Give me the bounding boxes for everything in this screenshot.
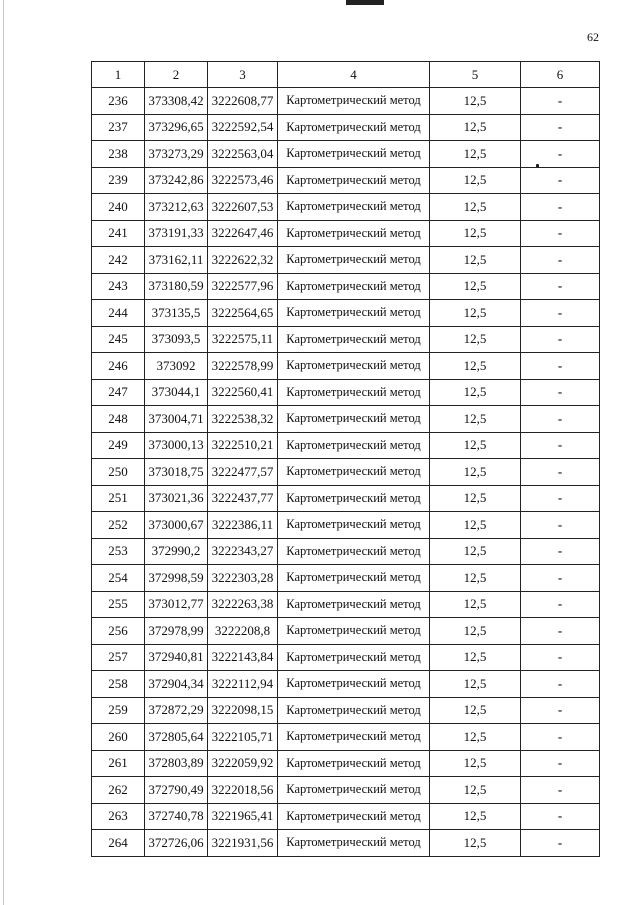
note-cell: - bbox=[521, 644, 600, 671]
y-coordinate-cell: 3222647,46 bbox=[208, 220, 278, 247]
accuracy-cell: 12,5 bbox=[430, 777, 521, 804]
point-number-cell: 261 bbox=[92, 750, 145, 777]
note-cell: - bbox=[521, 803, 600, 830]
x-coordinate-cell: 373000,13 bbox=[145, 432, 208, 459]
note-cell: - bbox=[521, 538, 600, 565]
y-coordinate-cell: 3222386,11 bbox=[208, 512, 278, 539]
y-coordinate-cell: 3222105,71 bbox=[208, 724, 278, 751]
point-number-cell: 246 bbox=[92, 353, 145, 380]
x-coordinate-cell: 373308,42 bbox=[145, 88, 208, 115]
note-cell: - bbox=[521, 432, 600, 459]
y-coordinate-cell: 3222343,27 bbox=[208, 538, 278, 565]
point-number-cell: 264 bbox=[92, 830, 145, 857]
x-coordinate-cell: 372790,49 bbox=[145, 777, 208, 804]
note-cell: - bbox=[521, 830, 600, 857]
table-row bbox=[92, 141, 600, 168]
y-coordinate-cell: 3222577,96 bbox=[208, 273, 278, 300]
x-coordinate-cell: 373180,59 bbox=[145, 273, 208, 300]
point-number-cell: 257 bbox=[92, 644, 145, 671]
y-coordinate-cell: 3222303,28 bbox=[208, 565, 278, 592]
note-cell: - bbox=[521, 353, 600, 380]
y-coordinate-cell: 3222592,54 bbox=[208, 114, 278, 141]
page-number: 62 bbox=[587, 30, 599, 44]
y-coordinate-cell: 3222575,11 bbox=[208, 326, 278, 353]
y-coordinate-cell: 3222622,32 bbox=[208, 247, 278, 274]
method-cell: Картометрический метод bbox=[278, 273, 430, 300]
note-cell: - bbox=[521, 750, 600, 777]
table-row bbox=[92, 459, 600, 486]
table-row bbox=[92, 167, 600, 194]
method-cell: Картометрический метод bbox=[278, 565, 430, 592]
method-cell: Картометрический метод bbox=[278, 194, 430, 221]
y-coordinate-cell: 3222607,53 bbox=[208, 194, 278, 221]
scan-mark-top bbox=[346, 0, 384, 5]
x-coordinate-cell: 372805,64 bbox=[145, 724, 208, 751]
table-row bbox=[92, 406, 600, 433]
x-coordinate-cell: 373021,36 bbox=[145, 485, 208, 512]
x-coordinate-cell: 373162,11 bbox=[145, 247, 208, 274]
table-row bbox=[92, 750, 600, 777]
y-coordinate-cell: 3222208,8 bbox=[208, 618, 278, 645]
x-coordinate-cell: 373044,1 bbox=[145, 379, 208, 406]
point-number-cell: 239 bbox=[92, 167, 145, 194]
x-coordinate-cell: 373296,65 bbox=[145, 114, 208, 141]
y-coordinate-cell: 3221965,41 bbox=[208, 803, 278, 830]
x-coordinate-cell: 373004,71 bbox=[145, 406, 208, 433]
method-cell: Картометрический метод bbox=[278, 803, 430, 830]
table-row bbox=[92, 220, 600, 247]
header-cell: 5 bbox=[430, 62, 521, 88]
accuracy-cell: 12,5 bbox=[430, 220, 521, 247]
note-cell: - bbox=[521, 459, 600, 486]
note-cell: - bbox=[521, 565, 600, 592]
accuracy-cell: 12,5 bbox=[430, 432, 521, 459]
note-cell: - bbox=[521, 326, 600, 353]
table-row bbox=[92, 538, 600, 565]
accuracy-cell: 12,5 bbox=[430, 697, 521, 724]
x-coordinate-cell: 372940,81 bbox=[145, 644, 208, 671]
method-cell: Картометрический метод bbox=[278, 591, 430, 618]
accuracy-cell: 12,5 bbox=[430, 326, 521, 353]
x-coordinate-cell: 373191,33 bbox=[145, 220, 208, 247]
x-coordinate-cell: 373242,86 bbox=[145, 167, 208, 194]
point-number-cell: 258 bbox=[92, 671, 145, 698]
note-cell: - bbox=[521, 724, 600, 751]
point-number-cell: 254 bbox=[92, 565, 145, 592]
x-coordinate-cell: 372803,89 bbox=[145, 750, 208, 777]
accuracy-cell: 12,5 bbox=[430, 459, 521, 486]
note-cell: - bbox=[521, 591, 600, 618]
note-cell: - bbox=[521, 273, 600, 300]
point-number-cell: 247 bbox=[92, 379, 145, 406]
method-cell: Картометрический метод bbox=[278, 247, 430, 274]
point-number-cell: 241 bbox=[92, 220, 145, 247]
method-cell: Картометрический метод bbox=[278, 671, 430, 698]
accuracy-cell: 12,5 bbox=[430, 538, 521, 565]
note-cell: - bbox=[521, 88, 600, 115]
table-row bbox=[92, 114, 600, 141]
x-coordinate-cell: 372978,99 bbox=[145, 618, 208, 645]
y-coordinate-cell: 3222098,15 bbox=[208, 697, 278, 724]
y-coordinate-cell: 3222538,32 bbox=[208, 406, 278, 433]
x-coordinate-cell: 372990,2 bbox=[145, 538, 208, 565]
y-coordinate-cell: 3222510,21 bbox=[208, 432, 278, 459]
note-cell: - bbox=[521, 300, 600, 327]
note-cell: - bbox=[521, 485, 600, 512]
method-cell: Картометрический метод bbox=[278, 326, 430, 353]
accuracy-cell: 12,5 bbox=[430, 353, 521, 380]
note-cell: - bbox=[521, 777, 600, 804]
point-number-cell: 263 bbox=[92, 803, 145, 830]
accuracy-cell: 12,5 bbox=[430, 114, 521, 141]
y-coordinate-cell: 3222018,56 bbox=[208, 777, 278, 804]
x-coordinate-cell: 373093,5 bbox=[145, 326, 208, 353]
point-number-cell: 245 bbox=[92, 326, 145, 353]
accuracy-cell: 12,5 bbox=[430, 379, 521, 406]
x-coordinate-cell: 373012,77 bbox=[145, 591, 208, 618]
accuracy-cell: 12,5 bbox=[430, 830, 521, 857]
accuracy-cell: 12,5 bbox=[430, 194, 521, 221]
y-coordinate-cell: 3222563,04 bbox=[208, 141, 278, 168]
method-cell: Картометрический метод bbox=[278, 141, 430, 168]
table-body bbox=[92, 62, 600, 857]
table-row bbox=[92, 565, 600, 592]
point-number-cell: 260 bbox=[92, 724, 145, 751]
table-row bbox=[92, 353, 600, 380]
point-number-cell: 240 bbox=[92, 194, 145, 221]
accuracy-cell: 12,5 bbox=[430, 724, 521, 751]
x-coordinate-cell: 373000,67 bbox=[145, 512, 208, 539]
table-row bbox=[92, 379, 600, 406]
accuracy-cell: 12,5 bbox=[430, 565, 521, 592]
method-cell: Картометрический метод bbox=[278, 512, 430, 539]
y-coordinate-cell: 3222059,92 bbox=[208, 750, 278, 777]
point-number-cell: 251 bbox=[92, 485, 145, 512]
x-coordinate-cell: 373018,75 bbox=[145, 459, 208, 486]
x-coordinate-cell: 372740,78 bbox=[145, 803, 208, 830]
point-number-cell: 249 bbox=[92, 432, 145, 459]
method-cell: Картометрический метод bbox=[278, 538, 430, 565]
x-coordinate-cell: 372904,34 bbox=[145, 671, 208, 698]
point-number-cell: 243 bbox=[92, 273, 145, 300]
accuracy-cell: 12,5 bbox=[430, 671, 521, 698]
note-cell: - bbox=[521, 379, 600, 406]
point-number-cell: 259 bbox=[92, 697, 145, 724]
method-cell: Картометрический метод bbox=[278, 88, 430, 115]
method-cell: Картометрический метод bbox=[278, 167, 430, 194]
table-header-row bbox=[92, 62, 600, 88]
method-cell: Картометрический метод bbox=[278, 750, 430, 777]
header-cell: 1 bbox=[92, 62, 145, 88]
table-row bbox=[92, 194, 600, 221]
note-cell: - bbox=[521, 618, 600, 645]
note-cell: - bbox=[521, 406, 600, 433]
accuracy-cell: 12,5 bbox=[430, 300, 521, 327]
table-row bbox=[92, 88, 600, 115]
method-cell: Картометрический метод bbox=[278, 618, 430, 645]
y-coordinate-cell: 3222608,77 bbox=[208, 88, 278, 115]
accuracy-cell: 12,5 bbox=[430, 167, 521, 194]
point-number-cell: 236 bbox=[92, 88, 145, 115]
x-coordinate-cell: 372998,59 bbox=[145, 565, 208, 592]
point-number-cell: 242 bbox=[92, 247, 145, 274]
table-row bbox=[92, 644, 600, 671]
note-cell: - bbox=[521, 697, 600, 724]
accuracy-cell: 12,5 bbox=[430, 618, 521, 645]
table-row bbox=[92, 326, 600, 353]
y-coordinate-cell: 3222573,46 bbox=[208, 167, 278, 194]
y-coordinate-cell: 3222560,41 bbox=[208, 379, 278, 406]
table-row bbox=[92, 777, 600, 804]
note-cell: - bbox=[521, 141, 600, 168]
table-row bbox=[92, 671, 600, 698]
y-coordinate-cell: 3222437,77 bbox=[208, 485, 278, 512]
accuracy-cell: 12,5 bbox=[430, 88, 521, 115]
y-coordinate-cell: 3222578,99 bbox=[208, 353, 278, 380]
method-cell: Картометрический метод bbox=[278, 459, 430, 486]
point-number-cell: 262 bbox=[92, 777, 145, 804]
header-cell: 2 bbox=[145, 62, 208, 88]
point-number-cell: 248 bbox=[92, 406, 145, 433]
method-cell: Картометрический метод bbox=[278, 830, 430, 857]
y-coordinate-cell: 3222477,57 bbox=[208, 459, 278, 486]
x-coordinate-cell: 373212,63 bbox=[145, 194, 208, 221]
point-number-cell: 237 bbox=[92, 114, 145, 141]
point-number-cell: 244 bbox=[92, 300, 145, 327]
method-cell: Картометрический метод bbox=[278, 777, 430, 804]
accuracy-cell: 12,5 bbox=[430, 247, 521, 274]
accuracy-cell: 12,5 bbox=[430, 273, 521, 300]
point-number-cell: 250 bbox=[92, 459, 145, 486]
method-cell: Картометрический метод bbox=[278, 406, 430, 433]
x-coordinate-cell: 373135,5 bbox=[145, 300, 208, 327]
table-row bbox=[92, 432, 600, 459]
table-row bbox=[92, 830, 600, 857]
y-coordinate-cell: 3222143,84 bbox=[208, 644, 278, 671]
point-number-cell: 238 bbox=[92, 141, 145, 168]
scan-edge-line bbox=[3, 0, 4, 905]
x-coordinate-cell: 373092 bbox=[145, 353, 208, 380]
header-cell: 6 bbox=[521, 62, 600, 88]
table-row bbox=[92, 803, 600, 830]
table-row bbox=[92, 618, 600, 645]
table-row bbox=[92, 273, 600, 300]
note-cell: - bbox=[521, 247, 600, 274]
point-number-cell: 256 bbox=[92, 618, 145, 645]
note-cell: - bbox=[521, 114, 600, 141]
method-cell: Картометрический метод bbox=[278, 697, 430, 724]
method-cell: Картометрический метод bbox=[278, 220, 430, 247]
header-cell: 4 bbox=[278, 62, 430, 88]
y-coordinate-cell: 3222112,94 bbox=[208, 671, 278, 698]
accuracy-cell: 12,5 bbox=[430, 750, 521, 777]
method-cell: Картометрический метод bbox=[278, 485, 430, 512]
method-cell: Картометрический метод bbox=[278, 644, 430, 671]
point-number-cell: 253 bbox=[92, 538, 145, 565]
table-row bbox=[92, 697, 600, 724]
y-coordinate-cell: 3221931,56 bbox=[208, 830, 278, 857]
table-row bbox=[92, 247, 600, 274]
point-number-cell: 252 bbox=[92, 512, 145, 539]
accuracy-cell: 12,5 bbox=[430, 644, 521, 671]
coordinates-table bbox=[91, 61, 600, 857]
table-row bbox=[92, 591, 600, 618]
method-cell: Картометрический метод bbox=[278, 379, 430, 406]
x-coordinate-cell: 373273,29 bbox=[145, 141, 208, 168]
y-coordinate-cell: 3222263,38 bbox=[208, 591, 278, 618]
note-cell: - bbox=[521, 671, 600, 698]
table-row bbox=[92, 300, 600, 327]
header-cell: 3 bbox=[208, 62, 278, 88]
table-row bbox=[92, 724, 600, 751]
method-cell: Картометрический метод bbox=[278, 300, 430, 327]
method-cell: Картометрический метод bbox=[278, 724, 430, 751]
note-cell: - bbox=[521, 194, 600, 221]
accuracy-cell: 12,5 bbox=[430, 512, 521, 539]
point-number-cell: 255 bbox=[92, 591, 145, 618]
method-cell: Картометрический метод bbox=[278, 114, 430, 141]
table-row bbox=[92, 485, 600, 512]
table-row bbox=[92, 512, 600, 539]
accuracy-cell: 12,5 bbox=[430, 803, 521, 830]
accuracy-cell: 12,5 bbox=[430, 406, 521, 433]
method-cell: Картометрический метод bbox=[278, 432, 430, 459]
accuracy-cell: 12,5 bbox=[430, 485, 521, 512]
note-cell: - bbox=[521, 512, 600, 539]
y-coordinate-cell: 3222564,65 bbox=[208, 300, 278, 327]
accuracy-cell: 12,5 bbox=[430, 141, 521, 168]
note-cell: - bbox=[521, 220, 600, 247]
x-coordinate-cell: 372726,06 bbox=[145, 830, 208, 857]
note-cell: - bbox=[521, 167, 600, 194]
accuracy-cell: 12,5 bbox=[430, 591, 521, 618]
method-cell: Картометрический метод bbox=[278, 353, 430, 380]
x-coordinate-cell: 372872,29 bbox=[145, 697, 208, 724]
